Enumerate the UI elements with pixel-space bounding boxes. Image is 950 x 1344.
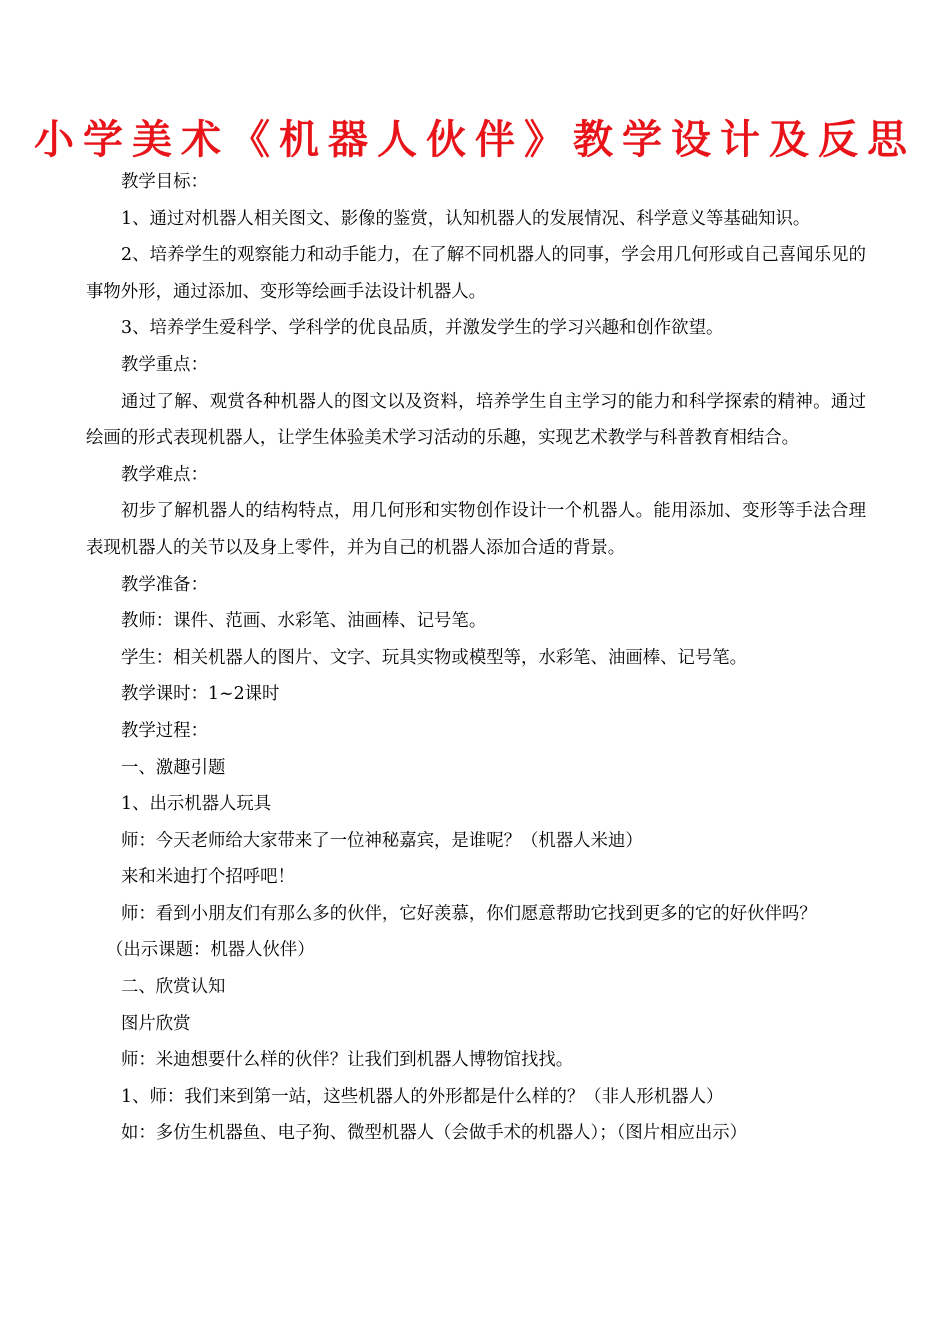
- paragraph-teacher-line-3: 师：米迪想要什么样的伙伴？让我们到机器人博物馆找找。: [121, 1050, 574, 1071]
- paragraph-examples: 如：多仿生机器鱼、电子狗、微型机器人（会做手术的机器人）；（图片相应出示）: [121, 1123, 748, 1144]
- paragraph-section-1: 一、激趣引题: [121, 757, 226, 778]
- paragraph-objectives-heading: 教学目标：: [121, 172, 208, 192]
- paragraph-difficulties: 初步了解机器人的结构特点，用几何形和实物创作设计一个机器人。能用添加、变形等手法合理表现机器人的关节以及身上零件，并为自己的机器人添加合适的背景。: [86, 501, 866, 558]
- paragraph-lesson-hours: 教学课时：1~2课时: [121, 684, 280, 705]
- document-title: 小学美术《机器人伙伴》教学设计及反思: [34, 117, 916, 163]
- paragraph-difficulties-heading: 教学难点：: [121, 464, 208, 485]
- paragraph-preparation-student: 学生：相关机器人的图片、文字、玩具实物或模型等，水彩笔、油画棒、记号笔。: [121, 647, 748, 668]
- paragraph-teacher-line-2: 师：看到小朋友们有那么多的伙伴，它好羡慕，你们愿意帮助它找到更多的它的好伙伴吗？: [121, 903, 817, 924]
- paragraph-key-points: 通过了解、观赏各种机器人的图文以及资料，培养学生自主学习的能力和科学探索的精神。通过绘画的形式表现机器人，让学生体验美术学习活动的乐趣，实现艺术教学与科普教育相结合。: [86, 391, 866, 449]
- document-body: [86, 164, 866, 1152]
- paragraph-key-points-heading: 教学重点：: [121, 354, 208, 375]
- paragraph-picture-appreciation: 图片欣赏: [121, 1013, 191, 1034]
- paragraph-preparation-teacher: 教师：课件、范画、水彩笔、油画棒、记号笔。: [121, 611, 487, 632]
- paragraph-objective-3: 3、培养学生爱科学、学科学的优良品质，并激发学生的学习兴趣和创作欲望。: [121, 318, 724, 339]
- paragraph-section-2: 二、欣赏认知: [121, 977, 226, 998]
- paragraph-preparation-heading: 教学准备：: [121, 574, 208, 595]
- paragraph-process-heading: 教学过程：: [121, 720, 208, 741]
- paragraph-teacher-line-1: 师：今天老师给大家带来了一位神秘嘉宾，是谁呢？（机器人米迪）: [121, 830, 643, 851]
- paragraph-step-1: 1、出示机器人玩具: [121, 794, 272, 815]
- paragraph-objective-2: 2、培养学生的观察能力和动手能力，在了解不同机器人的同事，学会用几何形或自己喜闻乐见的事物外形，通过添加、变形等绘画手法设计机器人。: [86, 245, 866, 302]
- paragraph-first-stop: 1、师：我们来到第一站，这些机器人的外形都是什么样的？（非人形机器人）: [121, 1086, 724, 1107]
- paragraph-greeting: 来和米迪打个招呼吧！: [121, 867, 295, 888]
- paragraph-objective-1: 1、通过对机器人相关图文、影像的鉴赏，认知机器人的发展情况、科学意义等基础知识。: [121, 208, 811, 229]
- paragraph-show-topic: （出示课题：机器人伙伴）: [106, 940, 315, 961]
